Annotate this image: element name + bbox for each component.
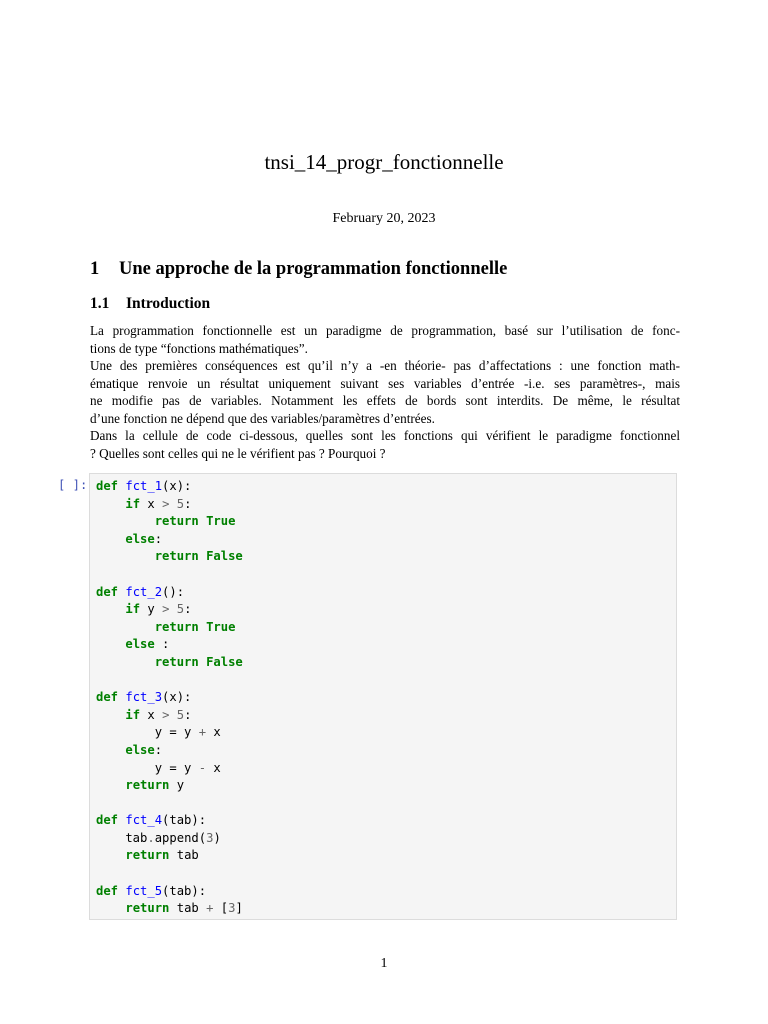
paragraph-line: tions de type “fonctions mathématiques”. xyxy=(90,340,308,356)
code-line: def fct_5(tab): xyxy=(96,883,207,898)
code-line: return True xyxy=(154,619,236,634)
code-line: def fct_3(x): xyxy=(96,690,192,705)
paragraph-line: d’une fonction ne dépend que des variables/paramètres d’entrées. xyxy=(90,410,435,426)
section-number: 1 xyxy=(90,259,100,279)
code-line: def fct_2(): xyxy=(96,584,185,599)
code-line: return True xyxy=(154,514,236,529)
code-line: def fct_4(tab): xyxy=(96,813,207,828)
paragraph-line: ématique renvoie un résultat uniquement suivant ses variables d’entrée -i.e. ses paramètres-, mais xyxy=(90,375,680,391)
code-line: else : xyxy=(125,637,170,652)
code-line: if y > 5: xyxy=(125,602,192,617)
code-line: return y xyxy=(125,778,185,793)
code-line: y = y - x xyxy=(96,760,221,775)
code-block xyxy=(96,478,243,918)
section-title: Une approche de la programmation fonctionnelle xyxy=(119,259,508,279)
code-line: else: xyxy=(125,742,163,757)
cell-prompt: [ ]: xyxy=(58,478,88,492)
paragraph-line: Une des premières conséquences est qu’il n’y a -en théorie- pas d’affectations : une fonction math- xyxy=(90,358,680,373)
code-line: return tab xyxy=(125,848,199,863)
code-cell[interactable] xyxy=(89,473,677,920)
document-date: February 20, 2023 xyxy=(332,211,436,226)
code-line: tab.append(3) xyxy=(96,830,221,845)
paragraph-line: Dans la cellule de code ci-dessous, quelles sont les fonctions qui vérifient le paradigme fonctionnel xyxy=(90,428,680,443)
code-line: else: xyxy=(125,531,163,546)
code-line: def fct_1(x): xyxy=(96,479,192,493)
code-line: y = y + x xyxy=(96,725,221,740)
paragraph-line: La programmation fonctionnelle est un paradigme de programmation, basé sur l’utilisation de fonc- xyxy=(90,323,680,338)
section-heading xyxy=(90,259,507,280)
code-line xyxy=(96,795,243,813)
paragraph-line: ne modifie pas de variables. Notamment les effets de bords sont interdits. De même, le résultat xyxy=(90,393,680,408)
code-line: return tab + [3] xyxy=(125,901,243,916)
subsection-heading xyxy=(90,295,210,313)
code-line: if x > 5: xyxy=(125,707,192,722)
code-line: if x > 5: xyxy=(125,496,192,511)
document-title: tnsi_14_progr_fonctionnelle xyxy=(264,150,504,174)
code-line: return False xyxy=(154,549,243,564)
paragraph-intro xyxy=(90,322,680,462)
code-line xyxy=(96,672,243,690)
subsection-number: 1.1 xyxy=(90,295,110,312)
subsection-title: Introduction xyxy=(126,295,211,312)
code-line: return False xyxy=(154,654,243,669)
page-number: 1 xyxy=(380,956,388,971)
paragraph-line: ? Quelles sont celles qui ne le vérifient pas ? Pourquoi ? xyxy=(90,445,386,461)
code-line xyxy=(96,566,243,584)
code-line xyxy=(96,865,243,883)
